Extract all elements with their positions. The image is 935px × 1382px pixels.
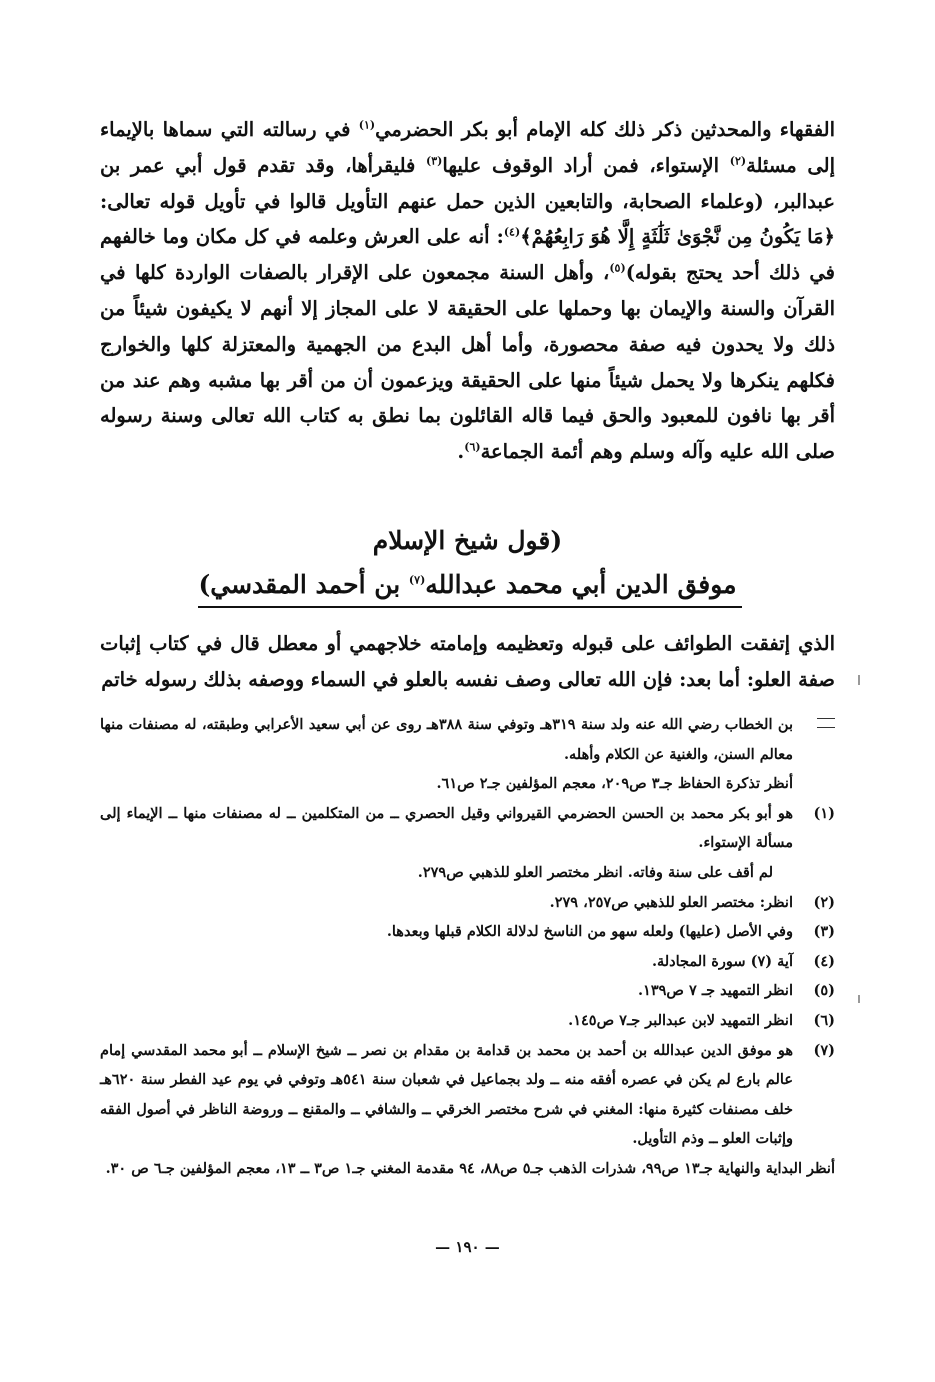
scan-speck [858,995,860,1003]
footnote-text: هو أبو بكر محمد بن الحسن الحضرمي القيرواني وقيل الحصري ــ من المتكلمين ــ له مصنفات منها ــ الإيماء إلى مسألة الإستواء. [100,804,793,852]
main-paragraph-2 [100,626,835,698]
heading-underline [198,606,742,608]
footnote-item [100,1036,835,1154]
main-paragraph-1 [100,112,835,470]
footnote-item [100,917,835,947]
section-heading-line-1: (قول شيخ الإسلام [372,526,563,555]
footnote-number: (٢) [813,893,835,911]
paragraph-text: الذي إتفقت الطوائف على قبوله وتعظيمه وإمامته خلاجهمي أو معطل قال في كتاب إثبات صفة العلو: أما بعد: فإن الله تعالى وصف نفسه بالعلو في السماء ووصفه بذلك رسوله خاتم [100,632,835,691]
footnote-number: (٣) [813,923,835,941]
footnote-text: انظر التمهيد جـ ٧ ص١٣٩. [637,982,793,1000]
footnote-item [100,888,835,918]
footnote-text: انظر التمهيد لابن عبدالبر جـ٧ ص١٤٥. [568,1011,793,1029]
text-run: الإستواء، فمن أراد الوقوف عليها [442,153,730,177]
footnote-ref[interactable]: (٦) [464,440,481,454]
footnote-item [100,1006,835,1036]
text-run: . [457,440,465,464]
page-number: — ١٩٠ — [435,1238,500,1256]
scan-speck [858,675,860,685]
footnote-ref[interactable]: (٤) [503,225,521,239]
text-run: ، وأهل السنة مجمعون على الإقرار بالصفات الواردة كلها في القرآن والسنة والإيمان بها وحملها على الحقيقة لا على المجاز إلا أنهم لا يكيفون شيئاً من ذلك ولا يحدون فيه صفة محصورة، وأما أهل البدع من الجهمية والمعتزلة كلها والخوارج فكلهم ينكرها ولا يحمل شيئاً منها على الحقيقة ويزعمون أن من أقر بها مشبه وهم عند من أقر بها نافون للمعبود والحق فيما قاله القائلون بما نطق به كتاب الله تعالى وسنة رسوله صلى الله عليه وآله وسلم وهم أئمة الجماعة [100,261,835,464]
text-run: الفقهاء والمحدثين ذكر ذلك كله الإمام أبو بكر الحضرمي [375,118,835,141]
section-heading-line-2 [100,565,835,605]
footnote-item [100,1154,835,1184]
footnote-item [100,799,835,858]
footnote-item [100,976,835,1006]
footnote-item [100,769,835,799]
footnote-item [100,858,835,888]
footnote-text: أنظر تذكرة الحفاظ جـ٣ ص٢٠٩، معجم المؤلفين جـ٢ ص٦١. [436,775,793,793]
footnote-ref[interactable]: (٧) [408,573,426,587]
footnote-text: هو موفق الدين عبدالله بن أحمد بن محمد بن قدامة بن مقدام بن نصر ــ شيخ الإسلام ــ أبو محمد المقدسي إمام عالم بارع لم يكن في عصره أفقه منه ــ ولد بجماعيل في شعبان سنة ٥٤١هـ وتوفي في يوم عيد الفطر سنة ٦٢٠هـ خلف مصنفات كثيرة منها: المغني في شرح مختصر الخرقي ــ والشافي ــ والمقنع ــ وروضة الناظر في أصول الفقه وإثبات العلو ــ وذم التأويل. [100,1041,794,1148]
footnote-item [100,710,835,769]
footnote-text: لم أقف على سنة وفاته. انظر مختصر العلو للذهبي ص٢٧٩. [417,863,773,881]
footnote-number: (١) [813,804,835,822]
heading-text: موفق الدين أبي محمد عبدالله [425,570,737,599]
footnote-text: وفي الأصل (عليها) ولعله سهو من الناسخ لدلالة الكلام قبلها وبعدها. [386,923,793,941]
footnote-number: (٥) [813,982,835,1000]
footnote-text: آية (٧) سورة المجادلة. [651,952,793,970]
text-run: : أنه على العرش وعلمه في كل مكان وما خالفهم في ذلك أحد يحتج بقوله) [100,225,835,285]
footnote-ref[interactable]: (٣) [426,154,443,168]
heading-text: بن أحمد المقدسي) [198,570,409,599]
footnote-number: (٤) [813,952,835,970]
footnote-number: (٧) [813,1041,835,1059]
footnote-ref[interactable]: (٢) [729,154,747,168]
text-run: في رسالته التي سماها بالإيماء إلى مسئلة [100,118,836,177]
footnote-item [100,947,835,977]
footnote-ref[interactable]: (٥) [609,261,626,275]
footnotes [100,710,835,1184]
text-run: فليقرأها، وقد تقدم قول أبي عمر بن عبدالبر، (وعلماء الصحابة، والتابعين الذين حمل عنهم التأويل قالوا في تأويل قوله تعالى: ﴿مَا يَكُونُ مِن نَّجْوَىٰ ثَلَٰثَةٍ إِلَّا هُوَ رَابِعُهُمْ﴾ [100,153,835,249]
footnote-number: (٦) [813,1011,835,1029]
footnote-text: بن الخطاب رضي الله عنه ولد سنة ٣١٩هـ وتوفي سنة ٣٨٨هـ روى عن أبي سعيد الأعرابي وطبقته، له مصنفات منها معالم السنن، والغنية عن الكلام وأهله. [100,716,794,763]
footnote-text: أنظر البداية والنهاية جـ١٣ ص٩٩، شذرات الذهب جـ٥ ص٨٨، ٩٤ مقدمة المغني جـ١ ص٣ ــ ١٣، معجم المؤلفين جـ٦ ص ٣٠. [105,1159,835,1177]
footnote-text: انظر: مختصر العلو للذهبي ص٢٥٧، ٢٧٩. [549,893,793,911]
footnote-ref[interactable]: (١) [358,118,376,132]
